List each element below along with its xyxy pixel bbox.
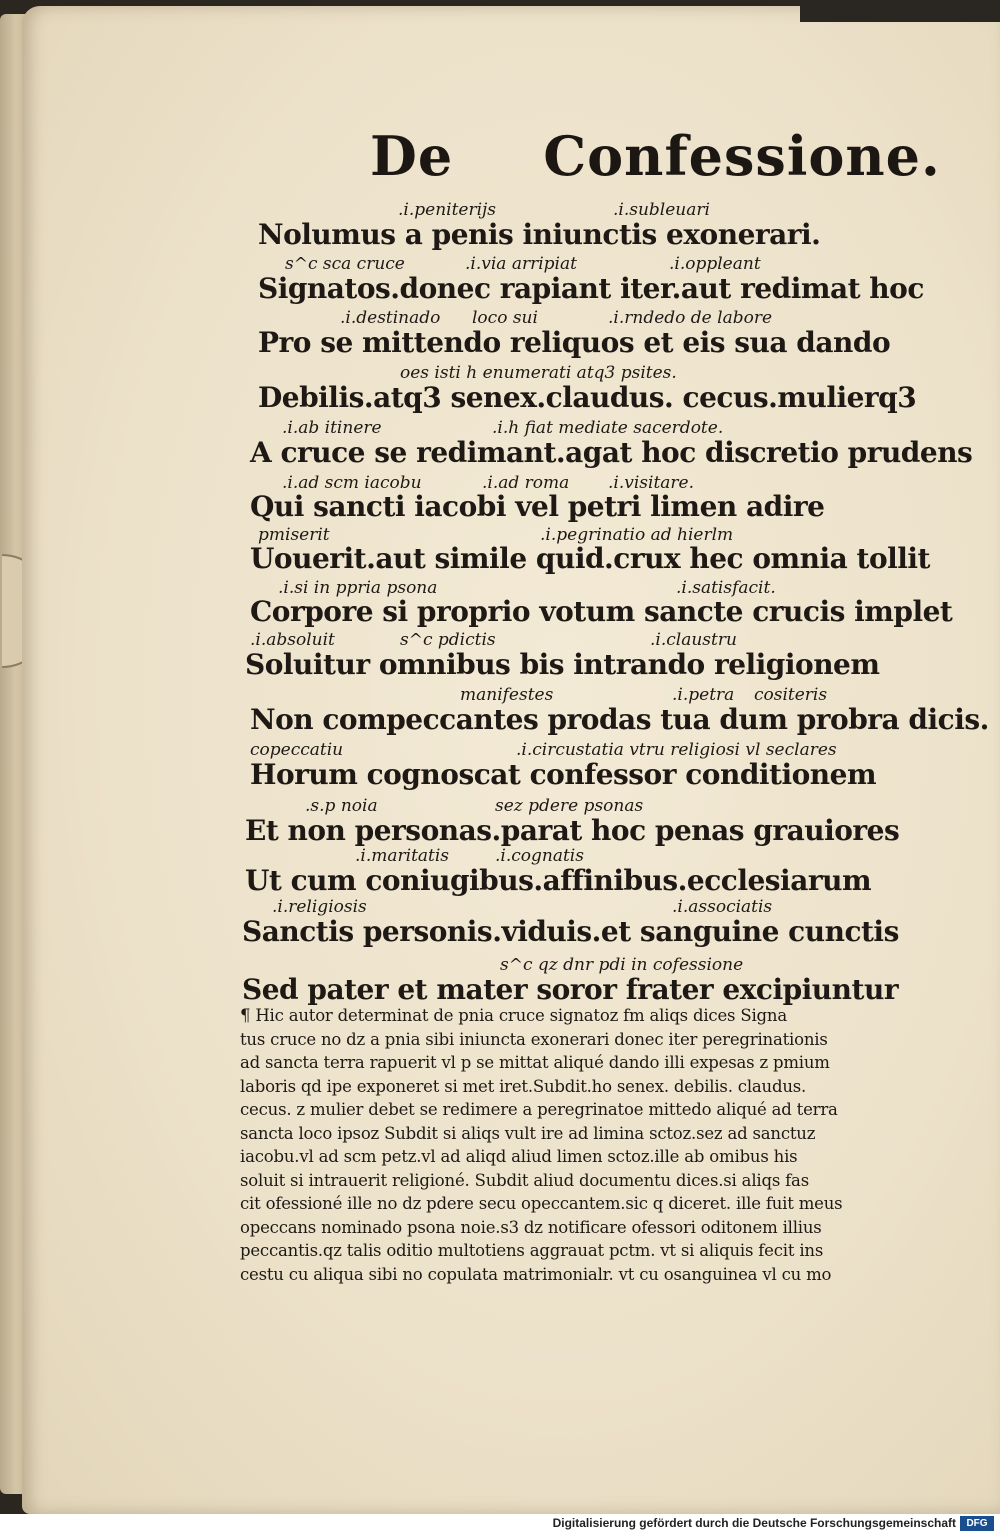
verse-line: Uouerit.aut simile quid.crux hec omnia tollit bbox=[250, 542, 930, 575]
verse-line: Sed pater et mater soror frater excipiuntur bbox=[242, 973, 899, 1006]
title-word-2: Confessione. bbox=[543, 124, 941, 188]
footer-bar bbox=[0, 1514, 1000, 1534]
interlinear-gloss: .i.circustatia vtru religiosi vl seclares bbox=[516, 740, 837, 760]
verse-line: Horum cognoscat confessor conditionem bbox=[250, 758, 877, 791]
page-title bbox=[370, 124, 941, 188]
interlinear-gloss: .i.cognatis bbox=[495, 846, 584, 866]
commentary-line: cit ofessioné ille no dz pdere secu opeccantem.sic q diceret. ille fuit meus bbox=[240, 1194, 843, 1213]
commentary-line: peccantis.qz talis oditio multotiens aggrauat pctm. vt si aliquis fecit ins bbox=[240, 1241, 824, 1260]
title-word-1: De bbox=[370, 124, 454, 188]
interlinear-gloss: .i.maritatis bbox=[355, 846, 450, 866]
interlinear-gloss: loco sui bbox=[472, 308, 538, 328]
interlinear-gloss: oes isti h enumerati atq3 psites. bbox=[400, 363, 677, 383]
verse-line: Corpore si proprio votum sancte crucis implet bbox=[250, 595, 953, 628]
dark-corner bbox=[800, 0, 1000, 22]
interlinear-gloss: copeccatiu bbox=[250, 740, 344, 760]
commentary-line: laboris qd ipe exponeret si met iret.Subdit.ho senex. debilis. claudus. bbox=[240, 1076, 807, 1096]
interlinear-gloss: .s.p noia bbox=[305, 796, 378, 816]
interlinear-gloss: .i.pegrinatio ad hierlm bbox=[540, 525, 734, 545]
commentary-line: ¶ Hic autor determinat de pnia cruce signatoz fm aliqs dices Signa bbox=[240, 1006, 787, 1025]
interlinear-gloss: .i.claustru bbox=[650, 630, 737, 650]
commentary-line: cestu cu aliqua sibi no copulata matrimonialr. vt cu osanguinea vl cu mo bbox=[240, 1264, 832, 1284]
interlinear-gloss: s^c pdictis bbox=[400, 630, 496, 650]
interlinear-gloss: .i.absoluit bbox=[250, 630, 335, 650]
commentary-line: cecus. z mulier debet se redimere a peregrinatoe mittedo aliqué ad terra bbox=[240, 1100, 838, 1119]
dfg-logo: DFG bbox=[960, 1516, 994, 1531]
interlinear-gloss: .i.ad scm iacobu bbox=[282, 473, 422, 493]
interlinear-gloss: .i.petra bbox=[672, 685, 735, 705]
verse-line: Et non personas.parat hoc penas grauiores bbox=[245, 814, 900, 847]
verse-line: Debilis.atq3 senex.claudus. cecus.mulierq3 bbox=[258, 381, 917, 414]
interlinear-gloss: .i.religiosis bbox=[272, 897, 367, 917]
verse-line: Qui sancti iacobi vel petri limen adire bbox=[250, 490, 825, 523]
commentary-line: tus cruce no dz a pnia sibi iniuncta exonerari donec iter peregrinationis bbox=[240, 1029, 828, 1049]
commentary-line: sancta loco ipsoz Subdit si aliqs vult ire ad limina sctoz.sez ad sanctuz bbox=[240, 1123, 816, 1143]
interlinear-gloss: .i.associatis bbox=[672, 897, 773, 917]
interlinear-gloss: pmiserit bbox=[258, 525, 330, 545]
interlinear-gloss: .i.via arripiat bbox=[465, 254, 577, 274]
interlinear-gloss: .i.visitare. bbox=[608, 473, 695, 493]
footer-credit: Digitalisierung gefördert durch die Deutsche Forschungsgemeinschaft bbox=[552, 1516, 956, 1530]
interlinear-gloss: manifestes bbox=[460, 685, 554, 705]
commentary-line: opeccans nominado psona noie.s3 dz notificare ofessori oditonem illius bbox=[240, 1217, 822, 1237]
interlinear-gloss: .i.satisfacit. bbox=[676, 578, 776, 598]
verse-line: Pro se mittendo reliquos et eis sua dando bbox=[258, 326, 891, 359]
interlinear-gloss: .i.subleuari bbox=[613, 200, 710, 220]
interlinear-gloss: .i.oppleant bbox=[669, 254, 761, 274]
interlinear-gloss: .i.peniterijs bbox=[398, 200, 497, 220]
verse-line: Sanctis personis.viduis.et sanguine cunctis bbox=[242, 915, 899, 948]
interlinear-gloss: cositeris bbox=[754, 685, 828, 705]
interlinear-gloss: .i.h fiat mediate sacerdote. bbox=[492, 418, 724, 438]
interlinear-gloss: .i.destinado bbox=[340, 308, 441, 328]
interlinear-gloss: s^c qz dnr pdi in cofessione bbox=[500, 955, 744, 975]
interlinear-gloss: .i.rndedo de labore bbox=[608, 308, 773, 328]
verse-line: A cruce se redimant.agat hoc discretio prudens bbox=[250, 436, 973, 469]
interlinear-gloss: sez pdere psonas bbox=[495, 796, 644, 816]
commentary-line: ad sancta terra rapuerit vl p se mittat aliqué dando illi expesas z pmium bbox=[240, 1053, 830, 1072]
commentary-line: iacobu.vl ad scm petz.vl ad aliqd aliud limen sctoz.ille ab omibus his bbox=[240, 1147, 798, 1166]
verse-line: Signatos.donec rapiant iter.aut redimat hoc bbox=[258, 272, 924, 305]
verse-line: Nolumus a penis iniunctis exonerari. bbox=[258, 218, 821, 251]
interlinear-gloss: .i.ad roma bbox=[482, 473, 570, 493]
interlinear-gloss: .i.ab itinere bbox=[282, 418, 382, 438]
commentary-line: soluit si intrauerit religioné. Subdit aliud documentu dices.si aliqs fas bbox=[240, 1170, 809, 1190]
verse-line: Ut cum coniugibus.affinibus.ecclesiarum bbox=[245, 864, 872, 897]
verse-line: Soluitur omnibus bis intrando religionem bbox=[245, 648, 880, 681]
interlinear-gloss: .i.si in ppria psona bbox=[278, 578, 438, 598]
verse-line: Non compeccantes prodas tua dum probra dicis. bbox=[250, 703, 989, 736]
interlinear-gloss: s^c sca cruce bbox=[285, 254, 405, 274]
